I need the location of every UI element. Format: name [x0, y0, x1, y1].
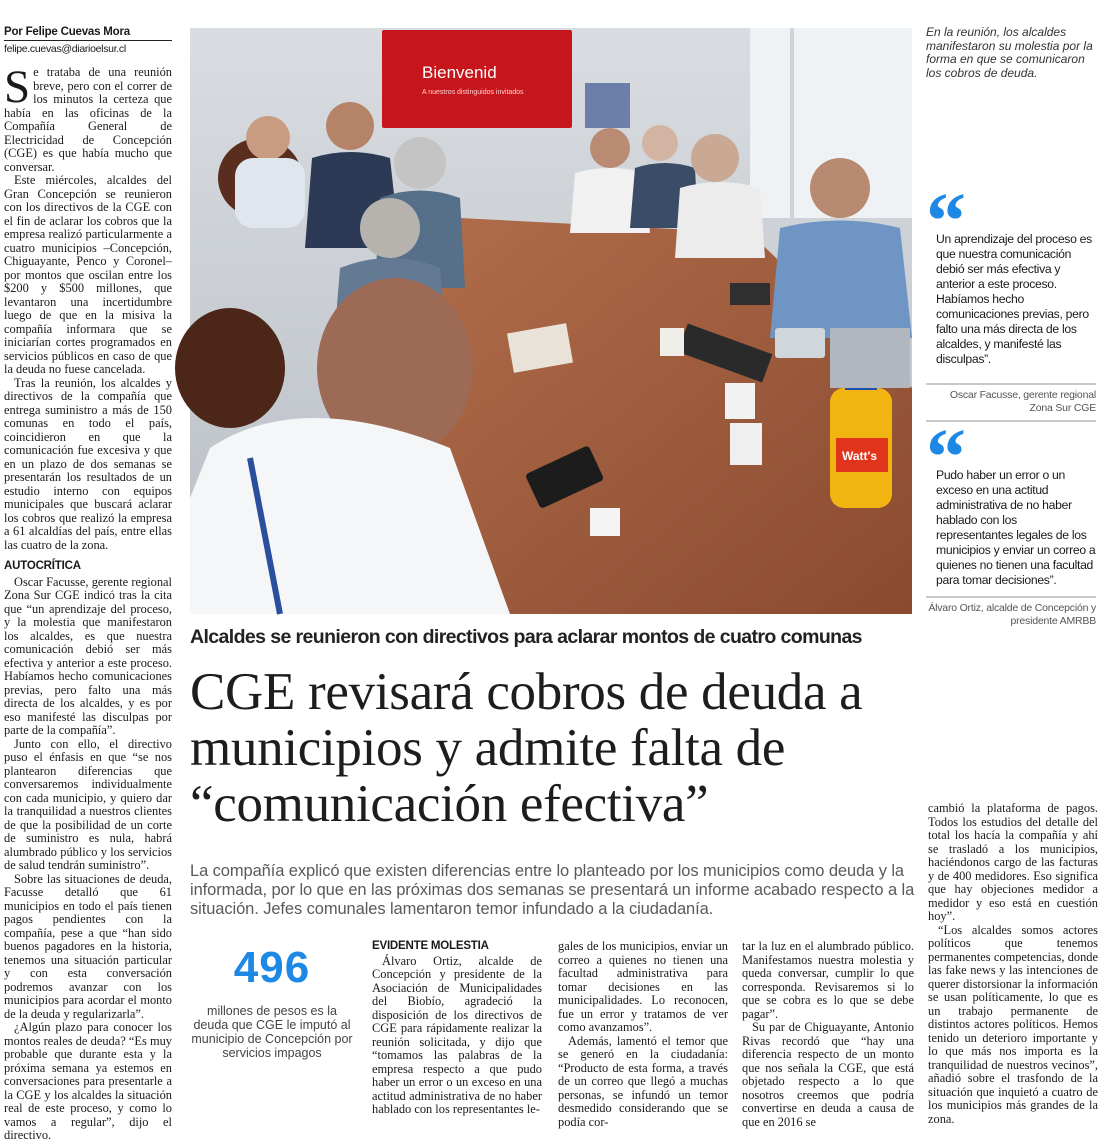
- article-column-3: [372, 940, 542, 1117]
- paragraph: cambió la plataforma de pagos. Todos los estudios del detalle del total los hacía la compañía y ahí se trasladó a los municipios, haciéndonos cargo de las facturas y de 400 medidores. Eso significa que hay objeciones medidor a medidor y eso está en cuestión hoy”.: [928, 801, 1098, 923]
- screen-title: Bienvenid: [422, 63, 497, 82]
- stat-callout: [190, 944, 354, 1060]
- meeting-photo-illustration: [190, 28, 912, 614]
- paragraph: Tras la reunión, los alcaldes y directivos de la compañía que entrega suministro a más de 150 comunas en todo el país, coincidieron en que la comunicación fue excesiva y que en un plazo de dos semanas se presentarán los resultados de un estudio interno con equipos municipales que buscará aclarar los cobros que realizó la empresa a 61 alcaldías del país, entre ellas las cuatro de la zona.: [4, 375, 172, 552]
- pull-quote-attribution: Oscar Facusse, gerente regional Zona Sur CGE: [949, 389, 1096, 414]
- bottle-label: Watt's: [842, 449, 878, 463]
- photo-caption: En la reunión, los alcaldes manifestaron su molestia por la forma en que se comunicaron los cobros de deuda.: [926, 25, 1093, 80]
- paragraph: Álvaro Ortiz, alcalde de Concepción y presidente de la Asociación de Municipalidades del Biobío, agradeció la disposición de los directivos de CGE para rápidamente realizar la reunión solicitada, y dijo que “tomamos las palabras de la empresa respecto a que pudo haber un error o un exceso en una actitud administrativa de no haber hablado con los representantes le-: [372, 953, 542, 1116]
- paragraph: gales de los municipios, enviar un correo a quienes no tienen una facultad administrativa para tomar decisiones en las municipalidades. Lo reconocen, fue un error y tratamos de ver como avanzamos”.: [558, 939, 728, 1034]
- screen-subtitle: A nuestros distinguidos invitados: [422, 89, 524, 96]
- person-right: [770, 221, 912, 339]
- paragraph: Junto con ello, el directivo puso el énfasis en que “se nos plantearon diferencias que conversaremos individualmente con cada municipio, y quiero dar la tranquilidad a nuestros clientes de que la posibilidad de un corte de suministro es nula, habrá alumbrado público y los servicios de salud tendrán suministro”.: [4, 736, 172, 872]
- quote-divider: [926, 596, 1096, 598]
- quote-mark-icon: “: [926, 414, 966, 502]
- author-name: Por Felipe Cuevas Mora: [4, 26, 172, 41]
- paragraph: tar la luz en el alumbrado público. Manifestamos nuestra molestia y queda conversar, cumplir lo que corresponda. Revisaremos si lo que se cobra es lo que se debe pagar”.: [742, 939, 914, 1021]
- paragraph: Su par de Chiguayante, Antonio Rivas recordó que “hay una diferencia respecto de un monto que nos señala la CGE, que está objetado respecto a lo que nosotros creemos que podría convertirse en deuda a causa de que en 2016 se: [742, 1020, 914, 1129]
- stat-number: 496: [233, 943, 311, 992]
- kicker: Alcaldes se reunieron con directivos para aclarar montos de cuatro comunas: [190, 626, 862, 648]
- paragraph: “Los alcaldes somos actores políticos que tenemos permanentes competencias, donde las fake news y las intenciones de querer distorsionar la información se usan políticamente, lo que es un trabajo permanente de distintos actores políticos. Hemos tenido un deterioro importante y lo que más nos importa es la tranquilidad de nuestros vecinos”, añadió sobre el trasfondo de la situación que inquietó a cuatro de los municipios más grandes de la zona.: [928, 922, 1098, 1126]
- pull-quote-text: Un aprendizaje del proceso es que nuestra comunicación debió ser más efectiva y anterior a este proceso. Habíamos hecho comunicaciones previas, pero falto una más directa de los alcaldes, y manifesté las disculpas”.: [936, 232, 1092, 366]
- quote-mark-icon: “: [926, 178, 966, 266]
- pull-quote-2: [926, 414, 1096, 627]
- article-column-6: [928, 802, 1098, 1126]
- paragraph: Sobre las situaciones de deuda, Facusse detalló que 61 municipios en todo el país tienen pagos pendientes con la compañía, pese a que “han sido buenos pagadores en la historia, tenemos una situación particular y con esta conversación podremos avanzar con los municipios para acordar el monto de la deuda y regularizarla”.: [4, 871, 172, 1021]
- pull-quote-1: [926, 178, 1096, 422]
- lead-paragraph: [4, 61, 172, 174]
- byline: [4, 26, 172, 55]
- lead-paragraph-text: e trataba de una reunión breve, pero con el correr de los minutos la certeza que había en las oficinas de la Compañía General de Electricidad de Concepción (CGE) es que había mucho que conversar.: [4, 65, 172, 174]
- paragraph: Además, lamentó el temor que se generó en la ciudadanía: “Producto de esta forma, a través de un correo que llegó a muchas personas, se infundó un temor desmedido considerando que se podía cor-: [558, 1033, 728, 1129]
- laptop: [830, 328, 910, 388]
- deck: La compañía explicó que existen diferencias entre lo planteado por los municipios como deuda y la informada, por lo que en las próximas dos semanas se presentará un informe acabado respecto a la situación. Jefes comunales lamentaron temor infundado a la ciudadanía.: [190, 862, 915, 918]
- paragraph: ¿Algún plazo para conocer los montos reales de deuda? “Es muy probable que durante esta y la próxima semana ya estemos en conversaciones para presentarle a la CGE y los alcaldes la situación real de este proceso, y como lo vamos a regular”, dijo el directivo.: [4, 1020, 172, 1142]
- drop-cap: S: [4, 61, 31, 113]
- headline: CGE revisará cobros de deuda a municipios y admite falta de “comunicación efectiva”: [190, 663, 863, 833]
- paragraph: Este miércoles, alcaldes del Gran Concepción se reunieron con los directivos de la CGE con el fin de aclarar los cobros que la empresa realizó particularmente a cuatro municipios –Concepción, Chiguayante, Penco y Coronel– por montos que oscilan entre los $200 y $500 millones, que levantaron una incertidumbre luego de que en la misiva la compañía informara que se iniciarían cortes programados en servicios públicos en caso de que la deuda no fuese cancelada.: [4, 173, 172, 376]
- pull-quote-text: Pudo haber un error o un exceso en una actitud administrativa de no haber hablado con los representantes legales de los municipios y enviar un correo a quienes no tienen una facultad para tomar decisiones”.: [936, 468, 1096, 587]
- article-column-1: [4, 61, 172, 1143]
- stat-description: millones de pesos es la deuda que CGE le imputó al municipio de Concepción por servicios impagos: [191, 1004, 353, 1060]
- section-subhead: EVIDENTE MOLESTIA: [372, 940, 489, 952]
- section-subhead: AUTOCRÍTICA: [4, 560, 81, 572]
- author-email[interactable]: felipe.cuevas@diarioelsur.cl: [4, 43, 126, 55]
- pull-quote-attribution: Álvaro Ortiz, alcalde de Concepción y presidente AMRBB: [928, 602, 1096, 627]
- article-column-5: [742, 940, 914, 1129]
- quote-divider: [926, 383, 1096, 385]
- article-column-4: [558, 940, 728, 1129]
- paragraph: Oscar Facusse, gerente regional Zona Sur CGE indicó tras la cita que “un aprendizaje del proceso, y la molestia que manifestaron los alcaldes, es que nuestra comunicación debió ser más efectiva y anterior a este proceso. Habíamos hecho comunicaciones previas, pero falto una más directa de los alcaldes, y es por eso manifesté las disculpas por parte de la compañía”.: [4, 574, 172, 737]
- meeting-photo: [190, 28, 912, 614]
